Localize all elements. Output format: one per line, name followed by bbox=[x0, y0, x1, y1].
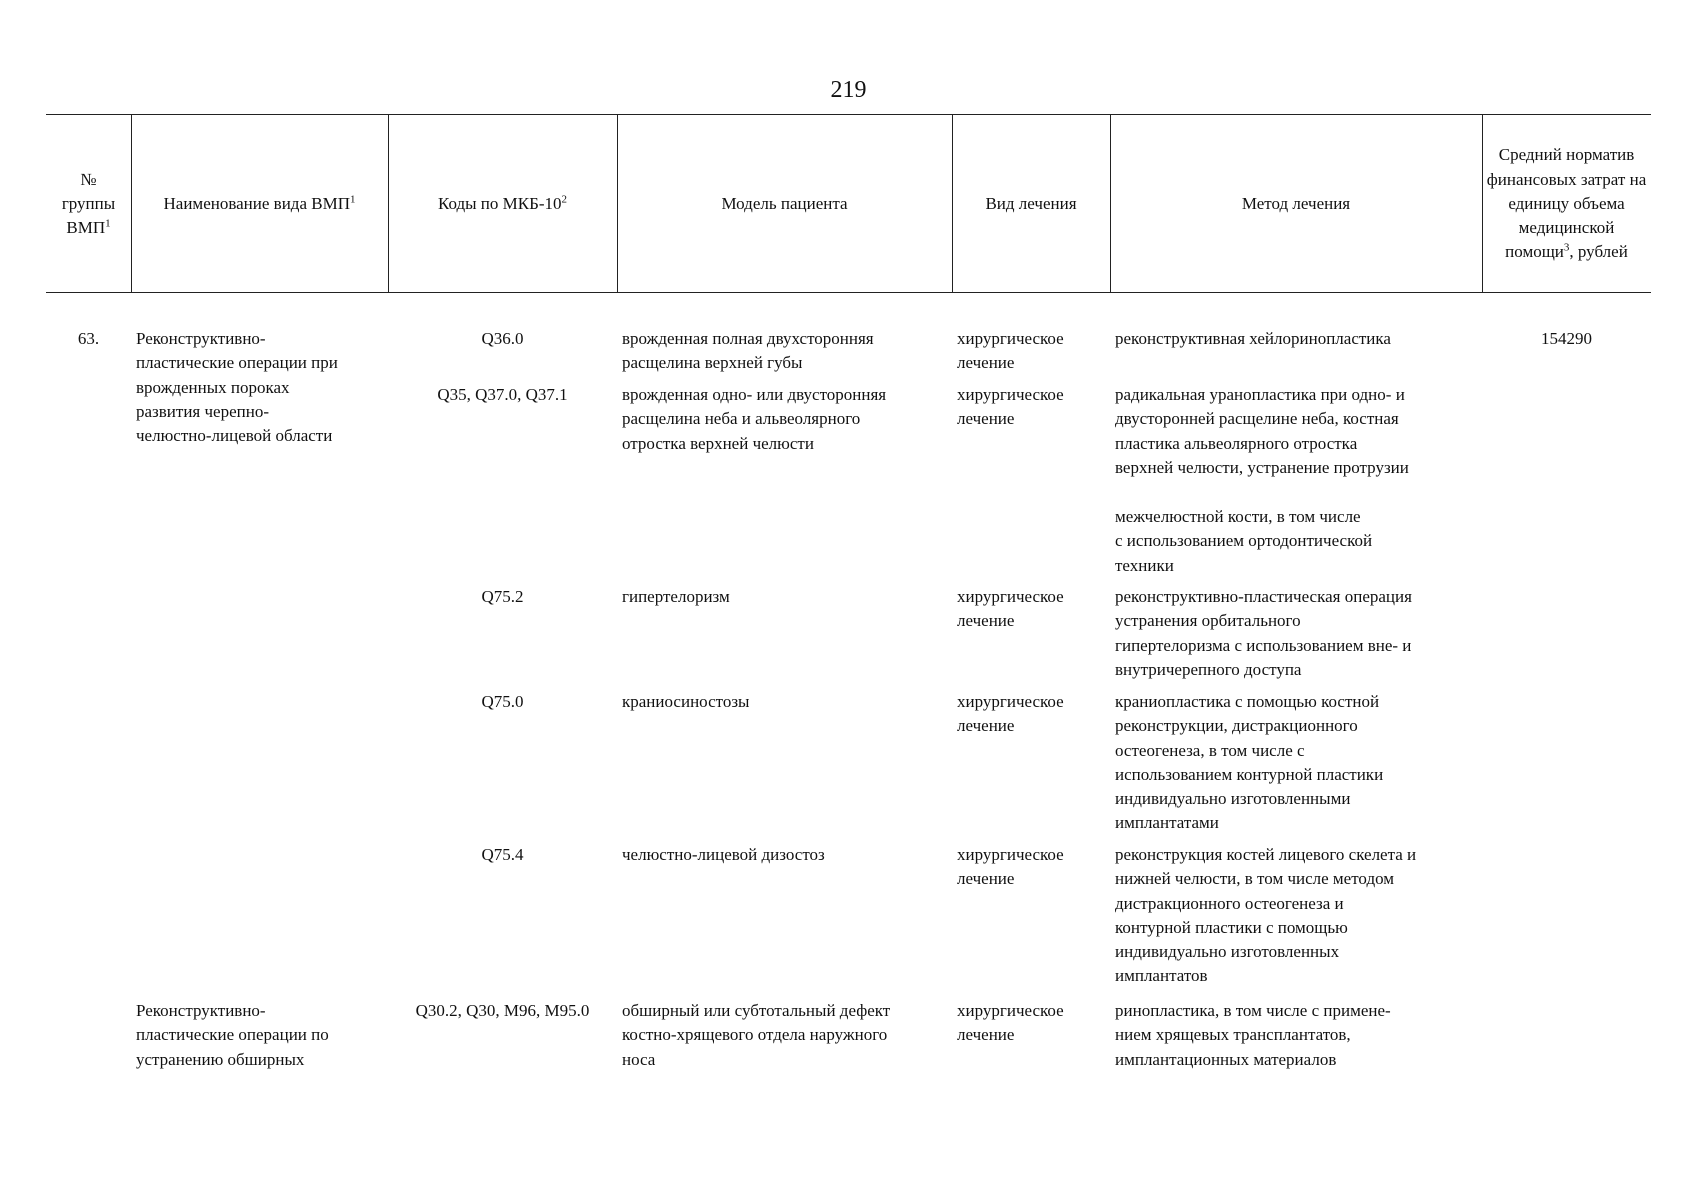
patient-model: врожденная одно- или двусторонняя расщелина неба и альвеолярного отростка верхней челюсти bbox=[622, 385, 887, 453]
footnote-mark: 1 bbox=[349, 193, 356, 206]
header-vmp-name bbox=[131, 115, 388, 293]
patient-model: гипертелоризм bbox=[622, 587, 730, 606]
icd-codes: Q36.0 bbox=[481, 329, 524, 348]
treatment-type: хирургическое лечение bbox=[957, 587, 1064, 631]
vmp-name: Реконструктивно- пластические операции по устранению обширных bbox=[136, 1001, 329, 1069]
treatment-type: хирургическое лечение bbox=[957, 385, 1064, 429]
header-treatment-method-text: Метод лечения bbox=[1241, 193, 1351, 213]
treatment-method: реконструкция костей лицевого скелета и нижней челюсти, в том числе методом дистракционного остеогенеза и контурной пластики с помощью индивидуально изготовленных имплантатов bbox=[1115, 845, 1417, 986]
header-group-number bbox=[46, 115, 131, 293]
treatment-method: реконструктивно-пластическая операция устранения орбитального гипертелоризма с использованием вне- и внутричерепного доступа bbox=[1115, 587, 1412, 679]
icd-codes: Q75.0 bbox=[481, 692, 524, 711]
header-treatment-type bbox=[952, 115, 1110, 293]
patient-model: челюстно-лицевой дизостоз bbox=[622, 845, 825, 864]
header-treatment-type-text: Вид лечения bbox=[985, 193, 1077, 213]
header-cost-unit: , рублей bbox=[1569, 242, 1628, 262]
treatment-type: хирургическое лечение bbox=[957, 692, 1064, 736]
treatment-method: ринопластика, в том числе с примене- нием хрящевых трансплантатов, имплантационных материалов bbox=[1115, 1001, 1391, 1069]
icd-codes: Q75.4 bbox=[481, 845, 524, 864]
patient-model: краниосиностозы bbox=[622, 692, 750, 711]
header-patient-model bbox=[617, 115, 952, 293]
header-patient-model-text: Модель пациента bbox=[721, 193, 848, 213]
icd-codes: Q75.2 bbox=[481, 587, 524, 606]
patient-model: врожденная полная двухсторонняя расщелина верхней губы bbox=[622, 329, 874, 373]
treatment-method: радикальная уранопластика при одно- и двусторонней расщелине неба, костная пластика альвеолярного отростка верхней челюсти, устранение протрузии bbox=[1115, 385, 1409, 477]
group-number: 63. bbox=[77, 329, 100, 348]
footnote-mark: 1 bbox=[105, 217, 111, 230]
header-vmp-name-text: Наименование вида ВМП bbox=[163, 193, 350, 213]
patient-model: обширный или субтотальный дефект костно-хрящевого отдела наружного носа bbox=[622, 1001, 891, 1069]
header-icd-codes-text: Коды по МКБ-10 bbox=[437, 193, 562, 213]
header-cost-text: Средний норматив финансовых затрат на единицу объема медицинской помощи bbox=[1486, 145, 1647, 262]
icd-codes: Q30.2, Q30, M96, M95.0 bbox=[415, 1001, 590, 1020]
page-number: 219 bbox=[830, 77, 867, 103]
header-treatment-method bbox=[1110, 115, 1482, 293]
treatment-method: реконструктивная хейлоринопластика bbox=[1115, 329, 1391, 348]
vmp-name: Реконструктивно- пластические операции при врожденных пороках развития черепно- челюстно-лицевой области bbox=[136, 329, 338, 446]
header-group-number-text: № группы ВМП bbox=[61, 169, 116, 238]
footnote-mark: 2 bbox=[561, 193, 568, 206]
treatment-type: хирургическое лечение bbox=[957, 1001, 1064, 1045]
treatment-method: краниопластика с помощью костной реконструкции, дистракционного остеогенеза, в том числе с использованием контурной пластики индивидуально изготовленными имплантатами bbox=[1115, 692, 1384, 833]
cost-value: 154290 bbox=[1541, 329, 1592, 348]
treatment-type: хирургическое лечение bbox=[957, 329, 1064, 373]
footnote-mark: 3 bbox=[1563, 241, 1570, 254]
treatment-method-continued: межчелюстной кости, в том числе с использованием ортодонтической техники bbox=[1115, 507, 1373, 575]
header-cost bbox=[1482, 115, 1651, 293]
icd-codes: Q35, Q37.0, Q37.1 bbox=[437, 385, 568, 404]
header-icd-codes bbox=[388, 115, 617, 293]
treatment-type: хирургическое лечение bbox=[957, 845, 1064, 889]
